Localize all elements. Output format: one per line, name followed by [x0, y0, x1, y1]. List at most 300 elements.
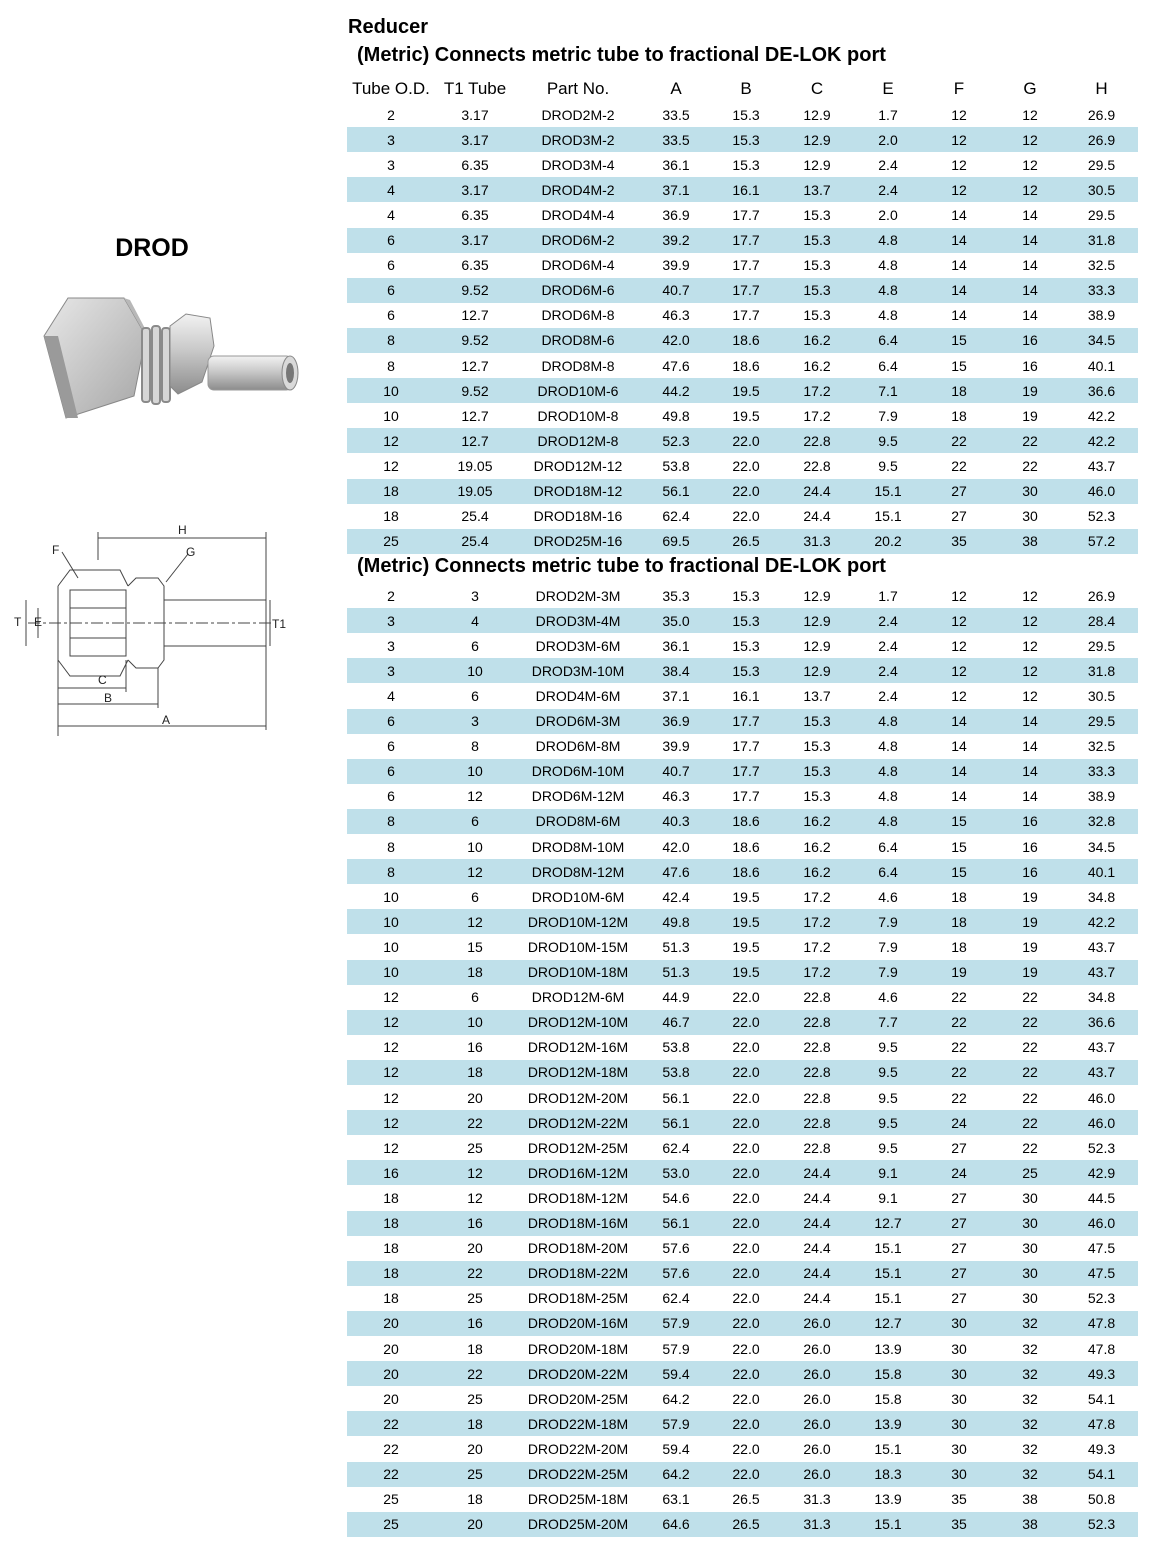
table-cell: 22.0	[732, 508, 760, 525]
table-cell: DROD10M-6	[537, 382, 619, 399]
table-row	[347, 152, 1138, 177]
table-row	[347, 378, 1138, 403]
table-cell: 20	[467, 1440, 483, 1457]
table-cell: DROD3M-2	[541, 131, 615, 148]
table-cell: 3.17	[461, 106, 489, 123]
table-cell: 17.7	[732, 257, 760, 274]
table-cell: 17.2	[803, 382, 831, 399]
table-cell: 46.0	[1087, 1215, 1116, 1231]
table-row	[347, 1311, 1138, 1336]
table-cell: 27	[951, 1265, 967, 1282]
table-cell: 46.0	[1087, 1114, 1116, 1131]
table-cell: 34.5	[1087, 838, 1116, 855]
table-cell: 9.52	[461, 282, 489, 299]
table-cell: 2.4	[878, 181, 898, 198]
table-cell: 27	[951, 1215, 967, 1231]
table-cell: 22	[1022, 457, 1038, 474]
table-cell: 30	[1022, 483, 1038, 499]
table-cell: 6.35	[461, 257, 489, 274]
table-cell: DROD12M-25M	[527, 1139, 629, 1156]
table-cell: 12	[383, 1089, 399, 1106]
table-cell: 57.9	[662, 1315, 690, 1332]
table-cell: DROD12M-18M	[527, 1064, 629, 1081]
table-cell: 9.5	[878, 1114, 898, 1131]
table-cell: 29.5	[1087, 637, 1116, 654]
table-cell: 22.0	[732, 989, 760, 1006]
table-cell: 56.1	[662, 1114, 690, 1131]
label-F: F	[52, 543, 60, 557]
table-cell: 14	[1022, 788, 1038, 805]
table-cell: 29.5	[1087, 156, 1116, 173]
table-cell: 63.1	[662, 1491, 690, 1508]
table-cell: 9.5	[878, 457, 898, 474]
table-cell: 26.0	[803, 1466, 831, 1482]
table-cell: 52.3	[1087, 508, 1116, 525]
table-cell: 17.7	[732, 232, 760, 248]
table-cell: 22	[383, 1466, 399, 1482]
table-cell: 24.4	[803, 1215, 831, 1231]
table-cell: 12	[383, 1114, 399, 1131]
table-cell: 18.6	[732, 332, 760, 349]
table-cell: 18	[383, 1240, 399, 1257]
table-cell: 12	[383, 1064, 399, 1081]
table-cell: 14	[951, 257, 967, 274]
table-cell: 18	[467, 1340, 483, 1357]
table-cell: 42.9	[1087, 1164, 1116, 1181]
table-cell: 12	[383, 989, 399, 1006]
table-cell: 13.7	[803, 687, 831, 704]
table-cell: 43.7	[1087, 1064, 1116, 1081]
table-cell: 16.2	[803, 863, 831, 880]
table-cell: 18.6	[732, 838, 760, 855]
table-cell: 17.7	[732, 763, 760, 780]
table-cell: 27	[951, 1139, 967, 1156]
table-cell: 18	[383, 1290, 399, 1307]
table-cell: 17.7	[732, 788, 760, 805]
table-cell: 16.1	[732, 687, 760, 704]
table-cell: 25	[467, 1139, 483, 1156]
table-cell: 43.7	[1087, 938, 1116, 955]
table-cell: 6	[387, 788, 395, 805]
table-cell: 30	[1022, 1189, 1038, 1206]
table-cell: 14	[951, 232, 967, 248]
table-row	[347, 1211, 1138, 1236]
table-cell: 14	[1022, 713, 1038, 729]
table-cell: 38	[1022, 1516, 1038, 1533]
table-row	[347, 202, 1138, 227]
table-cell: 38.4	[662, 662, 690, 679]
table-cell: 32	[1022, 1466, 1038, 1482]
table-cell: 27	[951, 508, 967, 525]
table-cell: 38	[1022, 1491, 1038, 1508]
table-cell: 47.6	[662, 863, 690, 880]
table-cell: 47.6	[662, 357, 690, 374]
table-cell: 19.5	[732, 913, 760, 930]
table-cell: 47.5	[1087, 1265, 1116, 1282]
dimension-drawing	[8, 520, 287, 742]
table-cell: 14	[1022, 232, 1038, 248]
table-row	[347, 1060, 1138, 1085]
table-cell: 26.5	[732, 1516, 760, 1533]
table-cell: 18	[467, 1064, 483, 1081]
table-cell: 24.4	[803, 1290, 831, 1307]
table-cell: 64.2	[662, 1390, 690, 1407]
table-cell: 22.0	[732, 1390, 760, 1407]
table-cell: 30.5	[1087, 181, 1116, 198]
table-cell: 30.5	[1087, 687, 1116, 704]
table-cell: 19.05	[457, 483, 493, 499]
table-cell: 9.5	[878, 432, 898, 449]
table-cell: 25	[1022, 1164, 1038, 1181]
table-cell: 12	[467, 863, 483, 880]
table-cell: 10	[383, 382, 399, 399]
table-cell: DROD20M-25M	[527, 1390, 629, 1407]
table-cell: 24.4	[803, 1265, 831, 1282]
header-a: A	[670, 78, 682, 98]
table-cell: 15.1	[874, 1440, 902, 1457]
table-cell: 20	[467, 1089, 483, 1106]
table-cell: 54.6	[662, 1189, 690, 1206]
table-cell: 19	[1022, 407, 1038, 424]
table-row	[347, 1160, 1138, 1185]
table-cell: 7.9	[878, 938, 898, 955]
table-cell: DROD18M-12	[533, 483, 623, 499]
table-cell: 6.35	[461, 206, 489, 223]
table-cell: 35	[951, 1491, 967, 1508]
table-cell: 12.7	[461, 307, 489, 324]
table-row	[347, 633, 1138, 658]
table-cell: DROD20M-16M	[527, 1315, 629, 1332]
table-cell: 50.8	[1087, 1491, 1116, 1508]
table-cell: 13.9	[874, 1491, 902, 1508]
table-cell: 22	[1022, 1089, 1038, 1106]
table-cell: 20.2	[874, 533, 902, 550]
table-cell: 12	[383, 432, 399, 449]
table-row	[347, 1336, 1138, 1361]
table-cell: 12	[467, 1164, 483, 1181]
header-f: F	[953, 78, 965, 98]
table-cell: DROD10M-15M	[527, 938, 629, 955]
table-cell: 12.7	[461, 432, 489, 449]
table-row	[347, 709, 1138, 734]
table-cell: 26.5	[732, 533, 760, 550]
table-cell: 9.5	[878, 1064, 898, 1081]
table-cell: 4.8	[878, 307, 898, 324]
table-cell: 42.2	[1087, 407, 1116, 424]
table-row	[347, 1185, 1138, 1210]
table-row	[347, 683, 1138, 708]
table-cell: 14	[1022, 282, 1038, 299]
table-cell: DROD2M-2	[541, 106, 615, 123]
table-cell: 24.4	[803, 1240, 831, 1257]
table-cell: 36.6	[1087, 1014, 1116, 1031]
table-cell: 14	[1022, 206, 1038, 223]
table-cell: 10	[467, 763, 483, 780]
table-cell: 36.6	[1087, 382, 1116, 399]
table-row	[347, 784, 1138, 809]
table-cell: 22.0	[732, 1466, 760, 1482]
table-cell: 12.7	[461, 407, 489, 424]
table-cell: 22.0	[732, 457, 760, 474]
table-cell: 32	[1022, 1440, 1038, 1457]
table-cell: DROD12M-20M	[527, 1089, 629, 1106]
table-cell: 26.0	[803, 1415, 831, 1432]
table-row	[347, 934, 1138, 959]
table-cell: 46.3	[662, 307, 690, 324]
table-row	[347, 303, 1138, 328]
table-cell: 31.3	[803, 1491, 831, 1508]
table-cell: 15.3	[732, 131, 760, 148]
table-cell: 6	[471, 637, 479, 654]
table-cell: 47.5	[1087, 1240, 1116, 1257]
table-row	[347, 504, 1138, 529]
table-row	[347, 583, 1138, 608]
table-cell: DROD18M-20M	[527, 1240, 629, 1257]
table-cell: 2	[387, 106, 395, 123]
table-cell: 22.0	[732, 432, 760, 449]
table-cell: 35.0	[662, 612, 690, 629]
table-row	[347, 1487, 1138, 1512]
table-cell: 18	[383, 508, 399, 525]
table-cell: 4.8	[878, 738, 898, 755]
table-cell: 22.8	[803, 457, 831, 474]
table-cell: 3	[387, 637, 395, 654]
table-cell: 56.1	[662, 483, 690, 499]
table-cell: 4.6	[878, 989, 898, 1006]
table-cell: 49.8	[662, 407, 690, 424]
table-cell: 32	[1022, 1365, 1038, 1382]
table-cell: 12	[1022, 181, 1038, 198]
table-cell: 3.17	[461, 232, 489, 248]
table-cell: 33.5	[662, 106, 690, 123]
table-cell: 6	[471, 888, 479, 905]
table-cell: 14	[951, 206, 967, 223]
table-row	[347, 428, 1138, 453]
table-cell: 22	[951, 1089, 967, 1106]
table-cell: 54.1	[1087, 1466, 1116, 1482]
table-cell: 22	[467, 1365, 483, 1382]
label-H: H	[178, 523, 187, 537]
table-cell: 12.9	[803, 106, 831, 123]
table-cell: 29.5	[1087, 206, 1116, 223]
table-cell: 47.8	[1087, 1340, 1116, 1357]
table-cell: DROD16M-12M	[527, 1164, 629, 1181]
table-cell: 18	[383, 1189, 399, 1206]
label-G: G	[186, 545, 196, 559]
table-cell: 6.4	[878, 357, 898, 374]
table-cell: 22.0	[732, 1315, 760, 1332]
table-cell: 16	[467, 1215, 483, 1231]
table-cell: 16.2	[803, 357, 831, 374]
table-cell: 28.4	[1087, 612, 1116, 629]
table-cell: 16	[1022, 813, 1038, 830]
table-cell: 15.3	[803, 206, 831, 223]
table-cell: 36.9	[662, 713, 690, 729]
table-row	[347, 353, 1138, 378]
table-cell: 12.9	[803, 156, 831, 173]
table-cell: 33.3	[1087, 282, 1116, 299]
table-cell: 4.8	[878, 763, 898, 780]
table-cell: 17.7	[732, 307, 760, 324]
table-cell: 22.0	[732, 1139, 760, 1156]
table-cell: 42.0	[662, 838, 690, 855]
table-cell: 30	[1022, 1240, 1038, 1257]
table-cell: 16	[1022, 357, 1038, 374]
table-cell: 52.3	[1087, 1139, 1116, 1156]
table-cell: 30	[951, 1415, 967, 1432]
table-cell: DROD3M-4M	[535, 612, 621, 629]
table-cell: 17.2	[803, 913, 831, 930]
table-cell: DROD18M-12M	[527, 1189, 629, 1206]
table-cell: 39.9	[662, 257, 690, 274]
table-cell: 12.7	[461, 357, 489, 374]
label-A: A	[162, 713, 171, 727]
table-cell: 22	[467, 1114, 483, 1131]
table-cell: DROD10M-8	[537, 407, 619, 424]
table-cell: 1.7	[878, 587, 898, 604]
table-cell: 47.8	[1087, 1315, 1116, 1332]
table-cell: 22.0	[732, 1265, 760, 1282]
table-cell: 22.8	[803, 1014, 831, 1031]
table-cell: 9.5	[878, 1039, 898, 1056]
table-cell: DROD25M-18M	[527, 1491, 629, 1508]
table-cell: DROD6M-12M	[531, 788, 625, 805]
section-title: (Metric) Connects metric tube to fractional DE-LOK port	[357, 44, 886, 66]
table-cell: 17.7	[732, 713, 760, 729]
table-cell: 12	[1022, 662, 1038, 679]
table-row	[347, 253, 1138, 278]
table-cell: 37.1	[662, 181, 690, 198]
table-cell: 22.0	[732, 1440, 760, 1457]
table-cell: 16.2	[803, 813, 831, 830]
table-cell: 18	[467, 1491, 483, 1508]
table-cell: DROD6M-6	[541, 282, 615, 299]
table-cell: 12	[1022, 106, 1038, 123]
table-cell: 15.3	[803, 232, 831, 248]
table-cell: 6.4	[878, 863, 898, 880]
table-cell: 57.6	[662, 1240, 690, 1257]
table-cell: 19.5	[732, 938, 760, 955]
table-cell: 64.6	[662, 1516, 690, 1533]
table-cell: 12	[1022, 156, 1038, 173]
table-cell: 42.4	[662, 888, 690, 905]
table-cell: 40.3	[662, 813, 690, 830]
table-row	[347, 734, 1138, 759]
table-cell: 17.2	[803, 964, 831, 980]
table-cell: 22	[383, 1440, 399, 1457]
table-cell: DROD20M-22M	[527, 1365, 629, 1382]
table-cell: 17.7	[732, 282, 760, 299]
table-cell: 4.8	[878, 282, 898, 299]
table-cell: 16	[467, 1039, 483, 1056]
table-cell: 14	[951, 713, 967, 729]
table-cell: 22.8	[803, 1114, 831, 1131]
table-cell: 44.2	[662, 382, 690, 399]
table-cell: DROD8M-6M	[535, 813, 621, 830]
header-h: H	[1095, 78, 1108, 98]
table-cell: DROD4M-6M	[535, 687, 621, 704]
table-cell: 22	[1022, 432, 1038, 449]
table-cell: 32.5	[1087, 738, 1116, 755]
table-cell: 8	[387, 813, 395, 830]
table-cell: DROD12M-10M	[527, 1014, 629, 1031]
table-cell: DROD12M-16M	[527, 1039, 629, 1056]
table-cell: 2.4	[878, 662, 898, 679]
table-cell: 3	[387, 131, 395, 148]
table-cell: 22	[1022, 1064, 1038, 1081]
table-cell: 17.7	[732, 738, 760, 755]
table-cell: 35	[951, 1516, 967, 1533]
table-row	[347, 834, 1138, 859]
table-cell: 19	[1022, 964, 1038, 980]
table-cell: 15.3	[732, 612, 760, 629]
table-cell: 38.9	[1087, 788, 1116, 805]
table-cell: 17.2	[803, 888, 831, 905]
table-cell: 13.9	[874, 1415, 902, 1432]
table-cell: DROD20M-18M	[527, 1340, 629, 1357]
table-cell: 36.1	[662, 637, 690, 654]
table-row	[347, 127, 1138, 152]
table-cell: 62.4	[662, 508, 690, 525]
table-cell: DROD12M-8	[537, 432, 619, 449]
table-cell: 25.4	[461, 508, 489, 525]
table-cell: 15.8	[874, 1365, 902, 1382]
table-cell: 26.0	[803, 1390, 831, 1407]
table-cell: 18	[467, 964, 483, 980]
table-cell: 15.3	[732, 637, 760, 654]
table-row	[347, 403, 1138, 428]
table-cell: 20	[383, 1365, 399, 1382]
table-cell: 13.9	[874, 1340, 902, 1357]
table-cell: 33.5	[662, 131, 690, 148]
table-cell: 12	[1022, 587, 1038, 604]
table-cell: 14	[1022, 257, 1038, 274]
table-cell: 12	[951, 156, 967, 173]
table-cell: 7.9	[878, 913, 898, 930]
table-cell: 10	[383, 938, 399, 955]
table-cell: DROD8M-12M	[531, 863, 625, 880]
table-cell: 3.17	[461, 181, 489, 198]
table-cell: 12	[951, 181, 967, 198]
table-cell: 25	[467, 1290, 483, 1307]
table-row	[347, 228, 1138, 253]
table-cell: 12	[951, 662, 967, 679]
table-row	[347, 1135, 1138, 1160]
table-row	[347, 985, 1138, 1010]
table-cell: DROD4M-2	[541, 181, 615, 198]
table-row	[347, 1361, 1138, 1386]
table-cell: 19.5	[732, 888, 760, 905]
table-cell: 12.7	[874, 1215, 902, 1231]
table-cell: 57.9	[662, 1340, 690, 1357]
table-cell: 20	[383, 1340, 399, 1357]
table-cell: 9.1	[878, 1164, 898, 1181]
table-cell: 24	[951, 1114, 967, 1131]
table-cell: 46.0	[1087, 1089, 1116, 1106]
table-cell: 24.4	[803, 1189, 831, 1206]
table-cell: 15	[467, 938, 483, 955]
table-cell: 12	[1022, 131, 1038, 148]
table-row	[347, 1236, 1138, 1261]
table-cell: 6	[471, 813, 479, 830]
table-cell: 18.6	[732, 357, 760, 374]
table-cell: 18	[951, 913, 967, 930]
table-row	[347, 278, 1138, 303]
table-cell: 30	[951, 1466, 967, 1482]
table-cell: 10	[467, 1014, 483, 1031]
table-cell: 31.8	[1087, 232, 1116, 248]
table-cell: 22.0	[732, 483, 760, 499]
